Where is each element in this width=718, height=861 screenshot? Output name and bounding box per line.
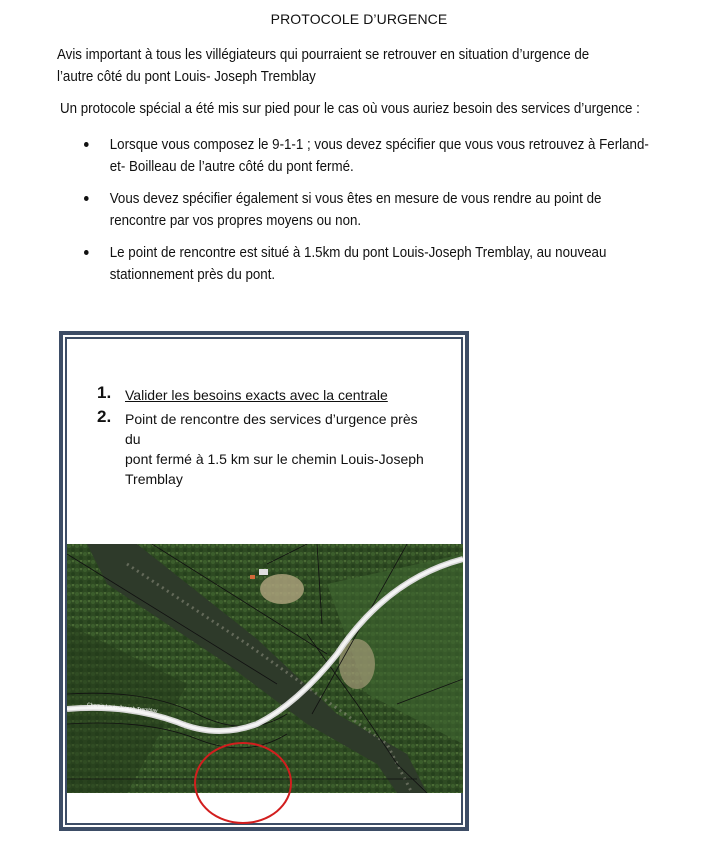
step-number: 2. [97,407,112,426]
step-number: 1. [97,383,112,402]
bullet-icon [84,250,89,255]
bullet-icon [84,196,89,201]
road-label: Chemin Louis-Joseph-Tremblay [86,702,158,715]
list-item-line: Lorsque vous composez le 9-1-1 ; vous devez spécifier que vous vous retrouvez à Ferland- [109,137,649,153]
protocol-paragraph: Un protocole spécial a été mis sur pied pour le cas où vous auriez besoin des services d’urgence : [60,101,640,117]
list-item-line: et- Boilleau de l’autre côté du pont fermé. [109,159,354,175]
step-text: Tremblay [125,471,183,487]
list-item [84,134,649,178]
document-title: PROTOCOLE D’URGENCE [270,11,448,27]
list-item [84,188,649,232]
list-item-line: stationnement près du pont. [109,267,276,283]
meeting-point-marker [194,742,292,824]
step-text: Valider les besoins exacts avec la centrale [125,387,388,403]
list-item-line: rencontre par vos propres moyens ou non. [109,213,362,229]
step-item [97,385,437,405]
intro-paragraph [57,44,589,88]
step-text: pont fermé à 1.5 km sur le chemin Louis-Joseph [125,451,424,467]
intro-line-2: l’autre côté du pont Louis- Joseph Tremblay [57,69,316,85]
instructions-list [84,134,698,296]
list-item-line: Vous devez spécifier également si vous êtes en mesure de vous rendre au point de [109,191,602,207]
intro-line-1: Avis important à tous les villégiateurs qui pourraient se retrouver en situation d’urgence de [57,47,590,63]
step-item [97,409,437,489]
step-text: Point de rencontre des services d’urgence près du [125,411,418,447]
list-item [84,242,649,286]
map-figure-frame [59,331,469,831]
steps-list [97,385,437,489]
bullet-icon [84,142,89,147]
list-item-line: Le point de rencontre est situé à 1.5km du pont Louis-Joseph Tremblay, au nouveau [109,245,607,261]
